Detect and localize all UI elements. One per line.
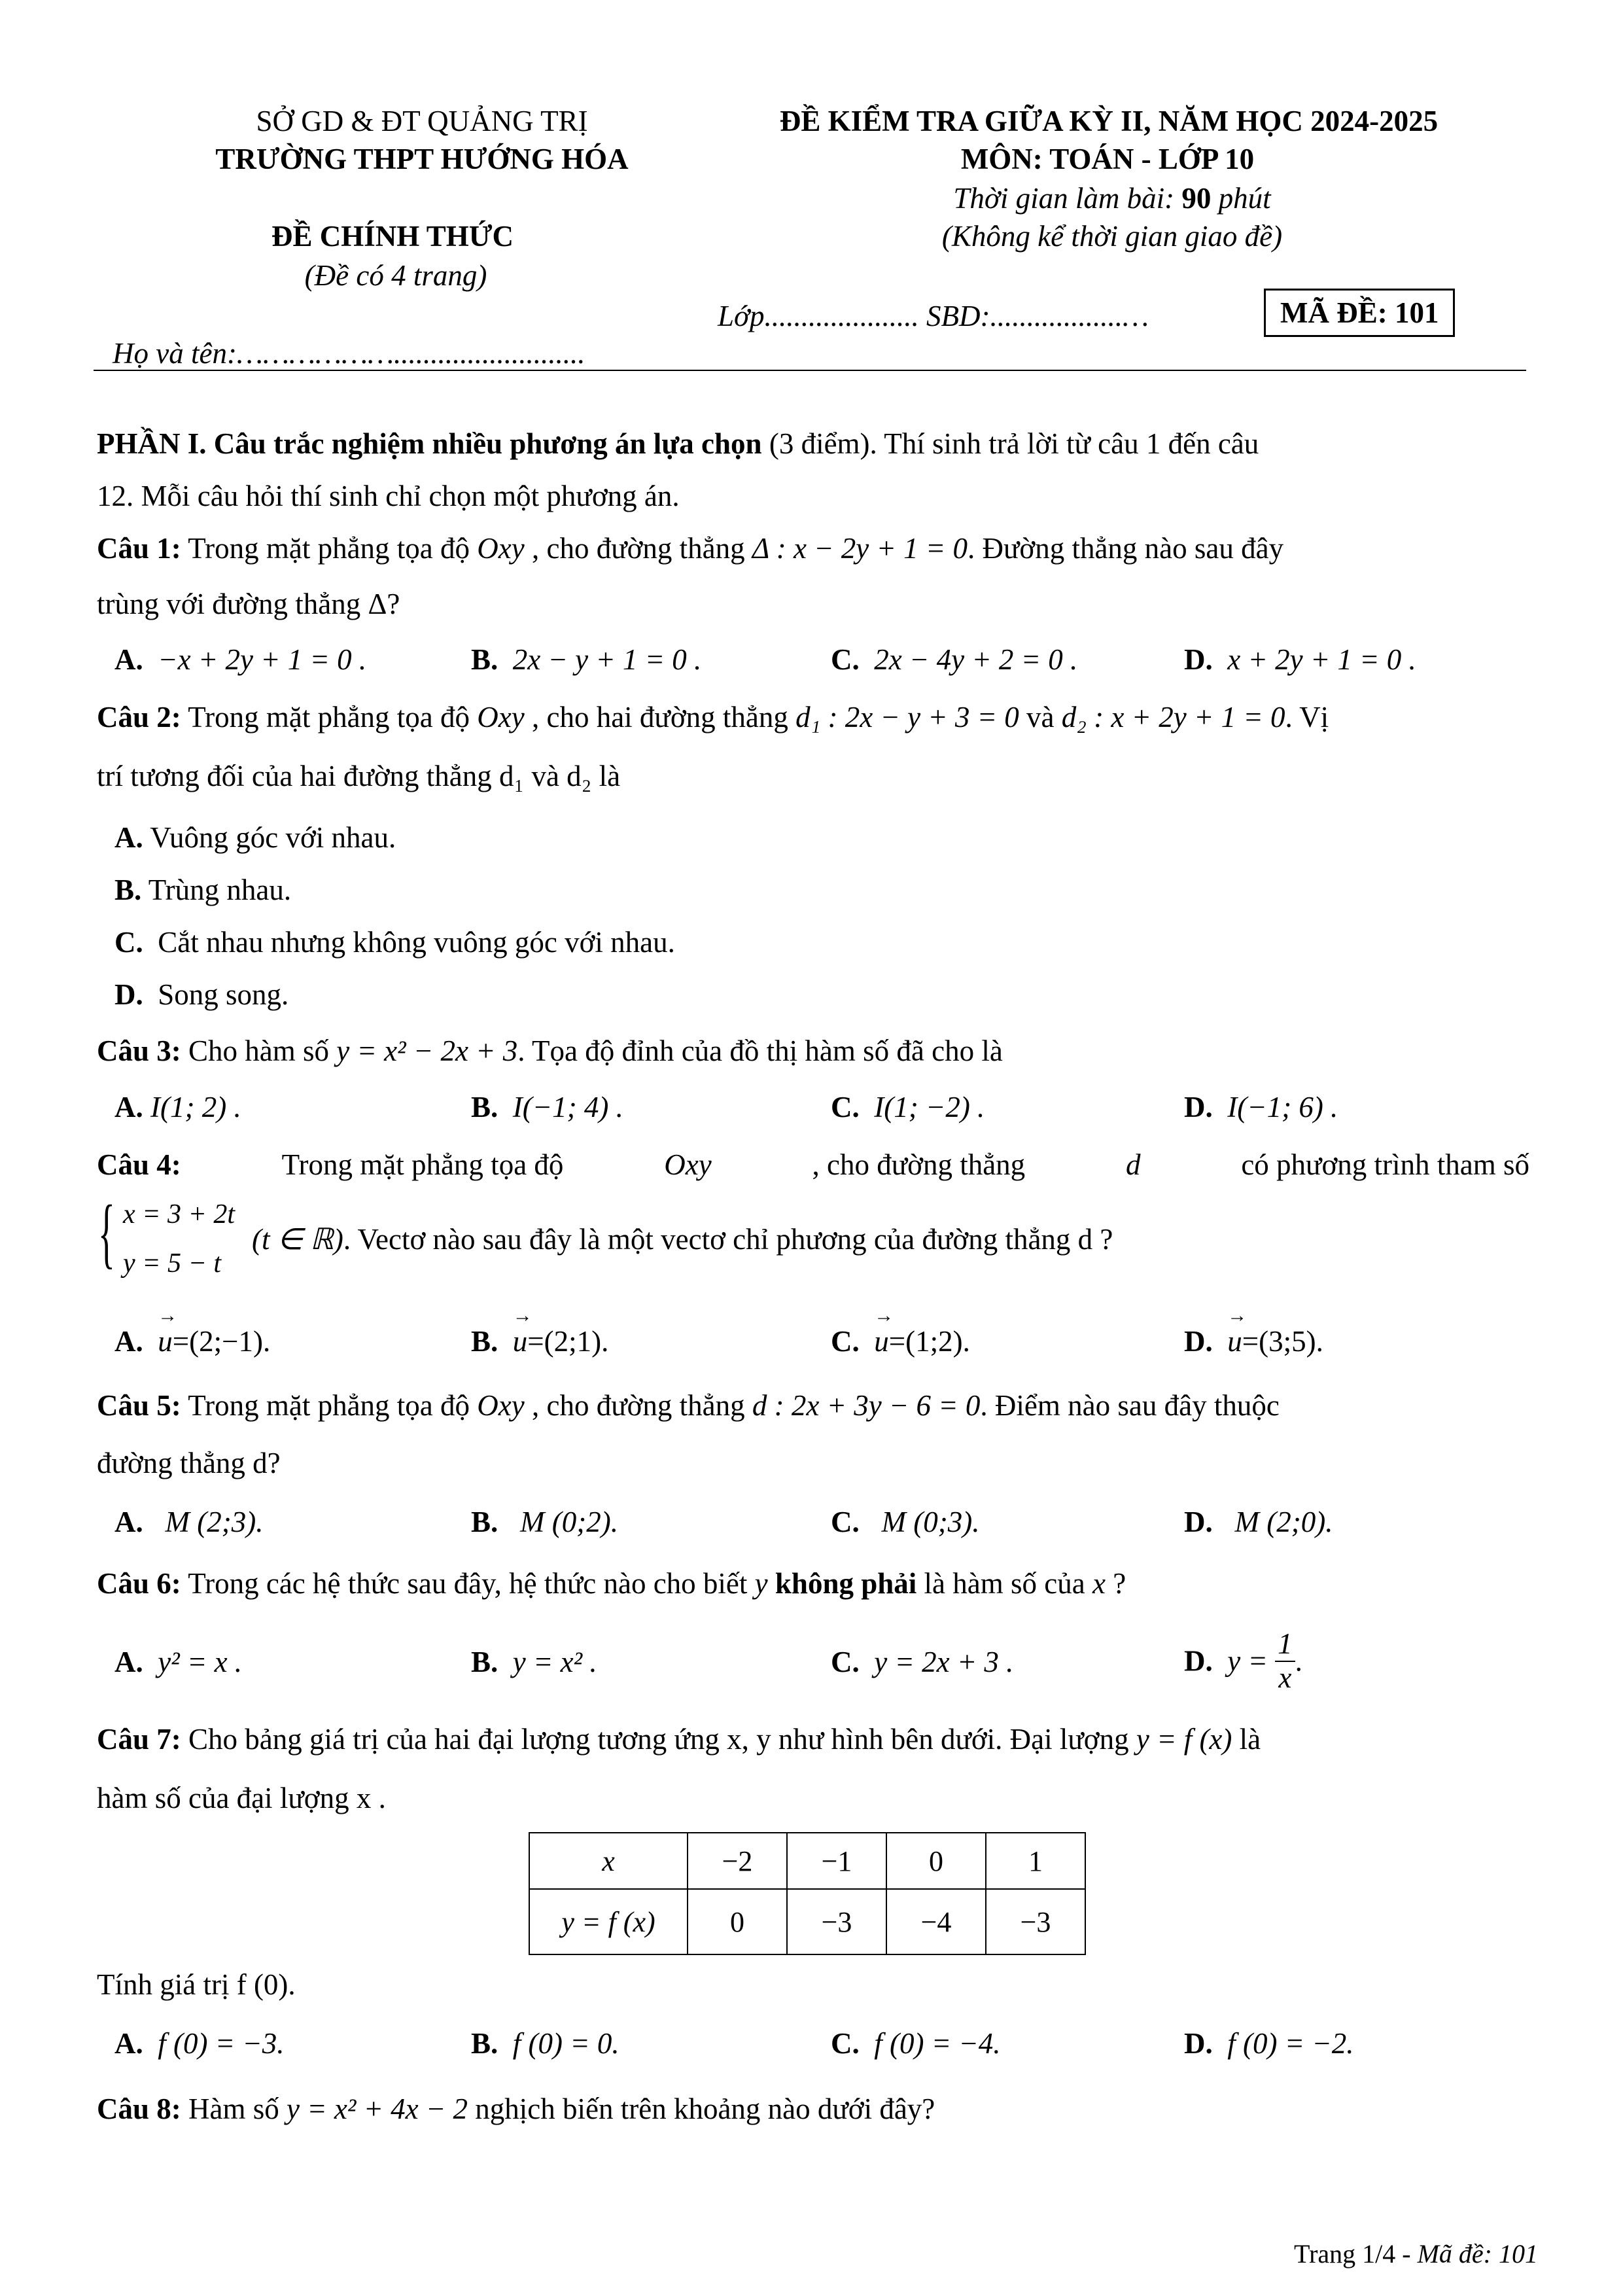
option-label: C. [831,1646,860,1678]
table-row [529,1833,1085,1889]
q5-label: Câu 5: [97,1389,181,1422]
q4-system-line2: y = 5 − t [123,1248,221,1279]
q6-text-c: ? [1105,1567,1126,1600]
exam-title: ĐỀ KIỂM TRA GIỮA KỲ II, NĂM HỌC 2024-2025 [779,105,1439,137]
option-label: D. [1184,1506,1213,1538]
q2-stem-line2: trí tương đối của hai đường thẳng d₁ và d₂ là [97,760,621,792]
q7-option-c [831,2025,1000,2062]
vector-u: → u [513,1323,528,1360]
q6-label: Câu 6: [97,1567,181,1600]
q7-option-b-text: f (0) = 0. [512,2027,620,2060]
q8-stem [97,2091,935,2127]
q2-option-b [114,872,291,908]
q1-text-c: . Đường thẳng nào sau đây [968,532,1284,565]
q5-option-b-text: M (0;2). [520,1506,618,1538]
q2-option-c-text: Cắt nhau nhưng không vuông góc với nhau. [158,926,675,959]
q2-and: và [1019,701,1062,733]
q6-text-b: là hàm số của [916,1567,1092,1600]
part1-instruction: 12. Mỗi câu hỏi thí sinh chỉ chọn một phương án. [97,480,680,512]
option-label: B. [471,2027,498,2060]
q8-equation: y = x² + 4x − 2 [287,2093,468,2125]
q4-stem [97,1146,1529,1183]
q2-d2: d₂ : x + 2y + 1 = 0 [1061,701,1285,733]
q4-option-b [471,1323,608,1360]
q8-text-a: Hàm số [181,2093,287,2125]
q4-param: (t ∈ ℝ) [252,1223,343,1256]
q6-option-c-text: y = 2x + 3 . [874,1646,1014,1678]
q7-function: y = f (x) [1136,1723,1232,1756]
part1-heading [97,425,1259,462]
q3-option-b-text: I(−1; 4) . [512,1091,623,1123]
q1-option-d [1184,641,1416,678]
q2-option-d [114,976,288,1013]
equals-sign: = [1242,1325,1259,1358]
table-cell: −3 [787,1889,886,1954]
q7-text-a: Cho bảng giá trị của hai đại lượng tương ứng x, y như hình bên dưới. Đại lượng [181,1723,1136,1756]
option-label: C. [831,1506,860,1538]
q7-ask: Tính giá trị f (0). [97,1968,296,2001]
q6-option-d-fraction [1275,1628,1295,1694]
q4-text-b: , cho đường thẳng [812,1148,1026,1181]
q6-option-d [1184,1628,1302,1694]
vector-u: → u [874,1323,889,1360]
q1-option-a-text: −x + 2y + 1 = 0 . [158,643,367,676]
part1-title: PHẦN I. Câu trắc nghiệm nhiều phương án lựa chọn [97,427,762,460]
q7-option-d [1184,2025,1353,2062]
part1-instruction-a: Thí sinh trả lời từ câu 1 đến câu [877,427,1259,460]
q4-option-a-text: (2;−1). [189,1325,271,1358]
part1-points: (3 điểm). [761,427,877,460]
q7-text-b: là [1232,1723,1261,1756]
q6-option-b [471,1644,597,1680]
option-label: B. [471,643,498,676]
option-label: C. [114,926,143,959]
q5-option-a [114,1504,263,1540]
option-label: A. [114,1646,143,1678]
q4-option-c-text: (1;2). [905,1325,970,1358]
q1-option-b-text: 2x − y + 1 = 0 . [512,643,702,676]
q6-option-b-text: y = x² . [512,1646,597,1678]
q5-option-b [471,1504,618,1540]
q4-label: Câu 4: [97,1148,181,1181]
equals-sign: = [527,1325,544,1358]
q2-option-c [114,924,675,961]
footer-code: Mã đề: 101 [1417,2239,1538,2269]
option-label: D. [1184,643,1213,676]
q3-option-d [1184,1089,1338,1125]
q7-option-c-text: f (0) = −4. [874,2027,1001,2060]
q7-option-d-text: f (0) = −2. [1227,2027,1354,2060]
official-label: ĐỀ CHÍNH THỨC [271,220,514,253]
q2-stem [97,699,1329,735]
q7-option-a-text: f (0) = −3. [158,2027,285,2060]
q6-stem [97,1565,1126,1602]
system-brace: { [98,1189,115,1276]
option-label: B. [471,1091,498,1123]
q1-text-b: , cho đường thẳng [524,532,752,565]
q2-option-a-text: Vuông góc với nhau. [150,821,396,854]
q7-option-b [471,2025,620,2062]
q2-text-a: Trong mặt phẳng tọa độ [181,701,478,733]
subject-title: MÔN: TOÁN - LỚP 10 [960,143,1255,175]
q6-option-d-period: . [1295,1644,1302,1678]
q1-option-c [831,641,1077,678]
q4-option-d [1184,1323,1323,1360]
q2-text-b: , cho hai đường thẳng [524,701,796,733]
q1-oxy: Oxy [477,532,525,565]
option-label: A. [114,1325,143,1358]
option-label: B. [471,1506,498,1538]
q6-y: y [754,1567,768,1600]
q2-option-d-text: Song song. [158,978,289,1011]
q7-label: Câu 7: [97,1723,181,1756]
q2-option-b-text: Trùng nhau. [148,874,292,906]
class-sbd-field: Lớp..................... SBD:..................… [718,300,1149,332]
q7-option-a [114,2025,284,2062]
vector-u: → u [1227,1323,1242,1360]
q1-option-d-text: x + 2y + 1 = 0 . [1227,643,1416,676]
q6-option-c [831,1644,1013,1680]
q7-stem [97,1721,1261,1757]
q6-option-a-text: y² = x . [158,1646,243,1678]
option-label: C. [831,643,860,676]
option-label: D. [114,978,143,1011]
page-footer [1294,2238,1538,2270]
table-cell: 1 [986,1833,1085,1889]
q3-stem [97,1033,1003,1069]
q5-option-c-text: M (0;3). [881,1506,980,1538]
q3-option-b [471,1089,623,1125]
q2-label: Câu 2: [97,701,181,733]
q6-emphasis: không phải [767,1567,917,1600]
fraction-numerator: 1 [1275,1628,1295,1662]
table-cell: −3 [986,1889,1085,1954]
q3-text-a: Cho hàm số [181,1034,337,1067]
time-value: 90 [1181,182,1212,215]
q8-label: Câu 8: [97,2093,181,2125]
option-label: A. [114,1091,143,1123]
option-label: D. [1184,1644,1213,1678]
department-name: SỞ GD & ĐT QUẢNG TRỊ [256,105,588,137]
q4-text-d: . Vectơ nào sau đây là một vectơ chỉ phương của đường thẳng d ? [343,1223,1113,1256]
exam-code-box: MÃ ĐỀ: 101 [1264,289,1455,337]
q4-oxy: Oxy [664,1148,712,1181]
q1-option-a [114,641,366,678]
q4-d: d [1126,1148,1141,1181]
q3-option-a-text: I(1; 2) . [150,1091,241,1123]
q5-text-a: Trong mặt phẳng tọa độ [181,1389,478,1422]
table-cell: −4 [886,1889,986,1954]
exam-time [953,180,1270,217]
table-cell: −2 [688,1833,787,1889]
option-label: B. [471,1325,498,1358]
footer-page: Trang 1/4 - [1294,2239,1418,2269]
q7-stem-line2: hàm số của đại lượng x . [97,1782,386,1814]
q5-equation: d : 2x + 3y − 6 = 0 [752,1389,981,1422]
equals-sign: = [888,1325,906,1358]
page-count: (Đề có 4 trang) [304,259,487,292]
q1-label: Câu 1: [97,532,181,565]
table-row [529,1889,1085,1954]
option-label: B. [471,1646,498,1678]
q5-option-c [831,1504,979,1540]
q3-option-c [831,1089,985,1125]
time-note: (Không kể thời gian giao đề) [941,220,1283,253]
q3-option-c-text: I(1; −2) . [874,1091,985,1123]
q4-option-a [114,1323,270,1360]
table-cell: x [529,1833,688,1889]
option-label: A. [114,821,143,854]
student-name-field: Họ và tên:……………….......................... [113,337,585,370]
option-label: A. [114,1506,143,1538]
q5-stem [97,1387,1280,1424]
q5-stem-line2: đường thẳng d? [97,1447,281,1479]
option-label: C. [831,2027,860,2060]
option-label: C. [831,1091,860,1123]
table-cell: −1 [787,1833,886,1889]
q2-oxy: Oxy [477,701,525,733]
q6-text-a: Trong các hệ thức sau đây, hệ thức nào cho biết [181,1567,755,1600]
q4-option-d-text: (3;5). [1259,1325,1323,1358]
q4-text-c: có phương trình tham số [1241,1148,1529,1181]
value-table [529,1832,1086,1955]
q1-option-b [471,641,701,678]
fraction-denominator: x [1278,1661,1292,1694]
q5-option-a-text: M (2;3). [165,1506,264,1538]
q1-stem-line2: trùng với đường thẳng Δ? [97,588,400,620]
q6-option-d-lhs: y = [1227,1644,1268,1678]
q1-stem [97,530,1283,567]
q3-text-b: . Tọa độ đỉnh của đồ thị hàm số đã cho là [517,1034,1003,1067]
q6-option-a [114,1644,242,1680]
option-label: A. [114,2027,143,2060]
option-label: D. [1184,2027,1213,2060]
q1-text-a: Trong mặt phẳng tọa độ [181,532,478,565]
vector-u: → u [158,1323,173,1360]
q4-text-a: Trong mặt phẳng tọa độ [281,1148,564,1181]
q2-text-c: . Vị [1285,701,1329,733]
q4-option-c [831,1323,970,1360]
q5-text-c: . Điểm nào sau đây thuộc [980,1389,1280,1422]
option-label: D. [1184,1325,1213,1358]
q3-option-a [114,1089,241,1125]
option-label: D. [1184,1091,1213,1123]
school-name: TRƯỜNG THPT HƯỚNG HÓA [215,143,629,175]
q6-x: x [1092,1567,1106,1600]
q3-option-d-text: I(−1; 6) . [1227,1091,1338,1123]
time-prefix: Thời gian làm bài: [953,182,1182,215]
q5-option-d-text: M (2;0). [1234,1506,1333,1538]
q2-d1: d₁ : 2x − y + 3 = 0 [795,701,1019,733]
q4-option-b-text: (2;1). [544,1325,609,1358]
q8-text-b: nghịch biến trên khoảng nào dưới đây? [468,2093,935,2125]
option-label: A. [114,643,143,676]
equals-sign: = [172,1325,190,1358]
q4-stem-line2 [252,1221,1113,1258]
option-label: B. [114,874,142,906]
option-label: C. [831,1325,860,1358]
q5-text-b: , cho đường thẳng [524,1389,752,1422]
q2-option-a [114,819,396,856]
time-suffix: phút [1211,182,1271,215]
table-cell: 0 [886,1833,986,1889]
q1-equation: Δ : x − 2y + 1 = 0 [752,532,968,565]
header-divider [94,370,1526,371]
q1-option-c-text: 2x − 4y + 2 = 0 . [874,643,1078,676]
q5-oxy: Oxy [477,1389,525,1422]
q5-option-d [1184,1504,1333,1540]
table-cell: y = f (x) [529,1889,688,1954]
q3-equation: y = x² − 2x + 3 [336,1034,518,1067]
table-cell: 0 [688,1889,787,1954]
q4-system-line1: x = 3 + 2t [123,1199,235,1229]
q3-label: Câu 3: [97,1034,181,1067]
